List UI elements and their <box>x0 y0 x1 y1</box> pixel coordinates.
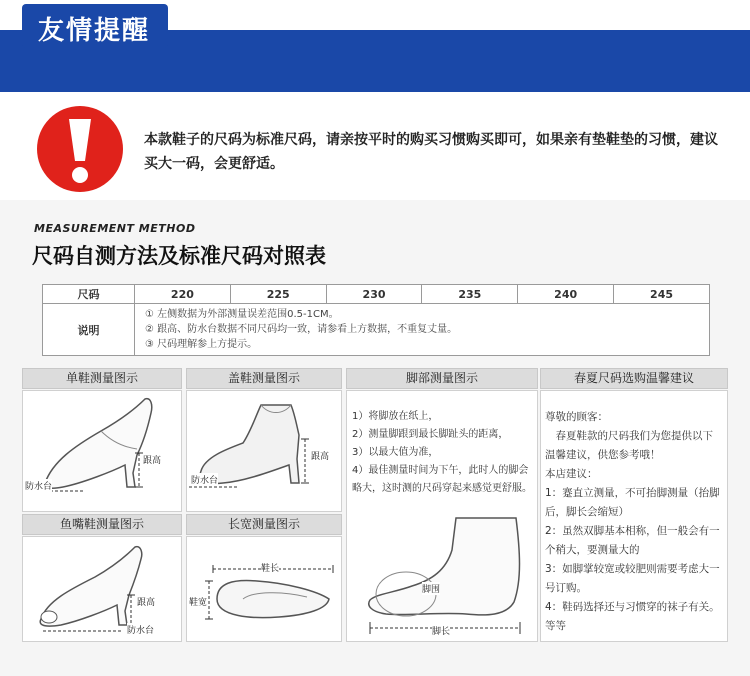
note-cell <box>135 304 710 356</box>
note-line: ① 左侧数据为外部测量误差范围0.5-1CM。 <box>145 309 339 320</box>
platform-label: 防水台 <box>25 479 52 492</box>
panel-length-width <box>186 536 342 642</box>
tip-line: 2：虽然双脚基本相称，但一般会有一个稍大，要测量大的 <box>545 525 720 556</box>
panel-header-foot: 脚部测量图示 <box>346 368 538 389</box>
notice-text: 本款鞋子的尺码为标准尺码，请亲按平时的购买习惯购买即可，如果亲有垫鞋垫的习惯，建议买大一码，会更舒适。 <box>144 132 718 172</box>
size-cell: 220 <box>135 285 231 304</box>
panel-header-covered-shoe: 盖鞋测量图示 <box>186 368 342 389</box>
foot-steps-list <box>352 408 537 498</box>
size-table <box>42 284 710 356</box>
shoe-width-label: 鞋宽 <box>189 595 207 608</box>
foot-length-label: 脚长 <box>432 624 450 637</box>
foot-step: 4）最佳测量时间为下午，此时人的脚会略大，这时测的尺码穿起来感觉更舒服。 <box>352 465 532 494</box>
note-line: ② 跟高、防水台数据不同尺码均一致，请参看上方数据，不重复丈量。 <box>145 324 458 335</box>
foot-girth-label: 脚围 <box>422 582 440 595</box>
tip-line: 4：鞋码选择还与习惯穿的袜子有关。等等 <box>545 601 720 632</box>
platform-label: 防水台 <box>127 623 154 636</box>
panel-header-length-width: 长宽测量图示 <box>186 514 342 535</box>
notice-section <box>0 92 750 200</box>
note-row <box>43 304 710 356</box>
shoe-top-view-icon <box>187 537 341 641</box>
note-line: ③ 尺码理解参上方提示。 <box>145 339 258 350</box>
size-label: 尺码 <box>43 285 135 304</box>
size-row <box>43 285 710 304</box>
heel-height-label: 跟高 <box>311 449 329 462</box>
header-banner <box>0 0 750 92</box>
tips-list <box>545 408 723 636</box>
platform-label: 防水台 <box>191 473 218 486</box>
measurement-subtitle: MEASUREMENT METHOD <box>34 222 196 235</box>
note-label: 说明 <box>43 304 135 356</box>
heel-height-label: 跟高 <box>137 595 155 608</box>
foot-step: 1）将脚放在纸上， <box>352 411 439 422</box>
pump-shoe-icon <box>23 391 181 511</box>
shoe-length-label: 鞋长 <box>261 561 279 574</box>
panel-header-single-shoe: 单鞋测量图示 <box>22 368 182 389</box>
foot-step: 2）测量脚跟到最长脚趾头的距离， <box>352 429 509 440</box>
tip-line: 3：如脚掌较宽或较肥则需要考虑大一号订购。 <box>545 563 720 594</box>
size-cell: 225 <box>230 285 326 304</box>
panel-covered-shoe <box>186 390 342 512</box>
foot-step: 3）以最大值为准， <box>352 447 439 458</box>
exclamation-circle-icon <box>36 105 124 193</box>
size-cell: 240 <box>518 285 614 304</box>
panel-single-shoe <box>22 390 182 512</box>
tip-line: 尊敬的顾客： <box>545 411 608 423</box>
panel-header-tips: 春夏尺码选购温馨建议 <box>540 368 728 389</box>
foot-icon <box>356 510 532 638</box>
panel-header-peep-toe: 鱼嘴鞋测量图示 <box>22 514 182 535</box>
tip-line: 本店建议： <box>545 468 598 480</box>
panel-peep-toe <box>22 536 182 642</box>
tip-line: 春夏鞋款的尺码我们为您提供以下温馨建议，供您参考哦！ <box>545 430 713 461</box>
size-cell: 245 <box>614 285 710 304</box>
size-cell: 230 <box>326 285 422 304</box>
heel-height-label: 跟高 <box>143 453 161 466</box>
tip-line: 1：蹇直立测量，不可抬脚测量（抬脚后，脚长会缩短） <box>545 487 720 518</box>
measurement-section <box>0 200 750 676</box>
size-cell: 235 <box>422 285 518 304</box>
peep-toe-shoe-icon <box>23 537 181 641</box>
page-title: 友情提醒 <box>38 16 151 46</box>
measurement-title: 尺码自测方法及标准尺码对照表 <box>32 244 326 268</box>
